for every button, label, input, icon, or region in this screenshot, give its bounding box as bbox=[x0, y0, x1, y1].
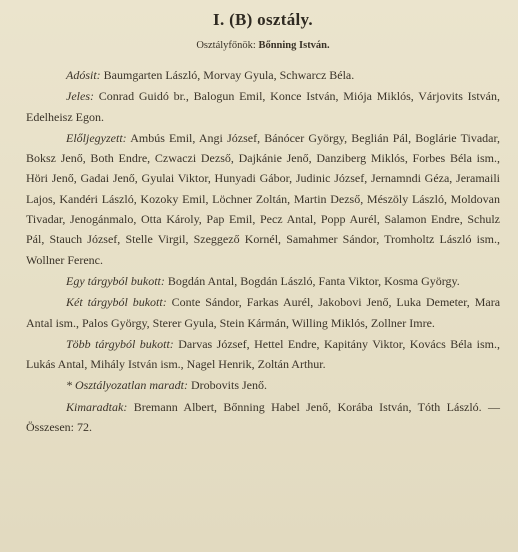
paragraph-failed-two bbox=[26, 292, 500, 333]
paragraph-label: Jeles: bbox=[66, 89, 94, 104]
paragraph-label: Több tárgyból bukott: bbox=[66, 336, 174, 351]
paragraph-failed-more bbox=[26, 334, 500, 375]
paragraph-text: Conrad Guidó br., Balogun Emil, Konce István, Miója Miklós, Várjovits István, Edelheisz Egon. bbox=[26, 89, 501, 124]
paragraph-text: Bogdán Antal, Bogdán László, Fanta Viktor, Kosma György. bbox=[167, 273, 460, 288]
paragraph-passed bbox=[26, 128, 500, 270]
paragraph-unclassified bbox=[26, 375, 500, 395]
class-teacher-line bbox=[26, 40, 500, 51]
class-teacher-label: Osztályfőnök: bbox=[196, 40, 256, 51]
paragraph-text: Darvas József, Hettel Endre, Kapitány Viktor, Kovács Béla ism., Lukás Antal, Mihály István ism., Nagel Henrik, Zoltán Arthur. bbox=[26, 336, 500, 372]
paragraph-text: Bremann Albert, Bőnning Habel Jenő, Korába István, Tóth László. — Összesen: 72. bbox=[26, 399, 501, 435]
paragraph-text: Ambús Emil, Angi József, Bánócer György, Beglián Pál, Boglárie Tivadar, Boksz Jenő, Both Endre, Czwaczi Dezső, Dajkánie Jenő, Danziberg Miklós, Forbes Béla ism., Höri Jenő, Gadai Jenő, Gyulai Viktor, Hunyadi Gábor, Judinic József, Jernamndi Géza, Jeramaili Lajos, Kandéri László, Kozoky Emil, Löchner Zoltán, Martin Dezső, Mészöly László, Moldovan Tivadar, Jenogánmalo, Otta Károly, Pap Emil, Pecz Antal, Popp Aurél, Salamon Endre, Schulz Pál, Stauch József, Stelle Virgil, Szeggező Kornél, Samahmer Sándor, Tromholtz László ism., Wollner Ferenc. bbox=[26, 130, 500, 267]
paragraph-label: * Osztályozatlan maradt: bbox=[66, 378, 189, 393]
paragraph-text: Conte Sándor, Farkas Aurél, Jakobovi Jenő, Luka Demeter, Mara Antal ism., Palos György, Sterer Gyula, Stein Kármán, Willing Miklós, Zollner Imre. bbox=[26, 295, 501, 330]
paragraph-honors bbox=[26, 65, 500, 85]
paragraph-label: Adósit: bbox=[66, 68, 101, 82]
paragraph-label: Kimaradtak: bbox=[66, 399, 128, 414]
paragraph-label: Két tárgyból bukott: bbox=[66, 295, 167, 310]
page-title: I. (B) osztály. bbox=[213, 10, 313, 29]
paragraph-excellent bbox=[26, 86, 500, 127]
paragraph-label: Előljegyzett: bbox=[66, 130, 127, 145]
paragraph-dropped bbox=[26, 397, 500, 438]
class-teacher-name: Bőnning István. bbox=[258, 40, 330, 51]
paragraph-label: Egy tárgyból bukott: bbox=[66, 273, 165, 288]
paragraph-failed-one bbox=[26, 271, 500, 291]
paragraph-text: Drobovits Jenő. bbox=[191, 378, 268, 393]
paragraph-text: Baumgarten László, Morvay Gyula, Schwarcz Béla. bbox=[103, 68, 355, 82]
